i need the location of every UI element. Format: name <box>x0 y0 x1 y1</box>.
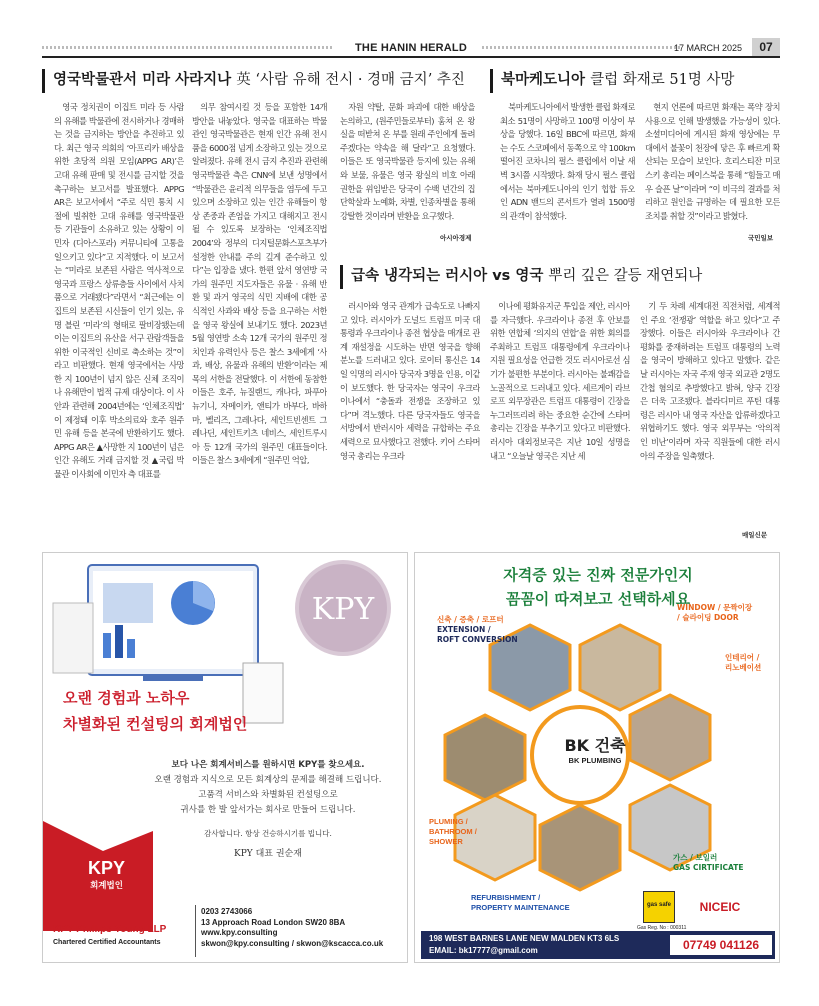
kpy-headline1: 오랜 경험과 노하우 <box>63 689 190 707</box>
bk-headline1: 자격증 있는 진짜 전문가인지 <box>503 566 693 584</box>
article1-headline-serif: 英 ‘사람 유해 전시 · 경매 금지’ 추진 <box>236 72 465 88</box>
bk-logo <box>535 733 655 765</box>
article3-text3: 기 두 차례 세계대전 직전처럼, 세계적인 주요 ‘전쟁광’ 역할을 하고 있다”고 주장했다. 이들은 러시아와 우크라이나 간 평화를 중재하려는 트럼프 대통령의 노력을 영국이 방해하고 있다고 말했다. 같은 날 러시아는 자국 주재 영국 외교관 2명도 간첩 혐의로 추방했다고 밝혀, 양국 긴장은 더욱 고조됐다. 블라디미르 푸틴 대통령은 러시아 내 영국 자산을 압류하겠다고 위협하기도 했다. 영국 외무부는 ‘악의적인 비난’이라며 자국 직원들에 대한 러시아의 주장을 일축했다. <box>640 301 780 461</box>
kpy-web-link[interactable]: www.kpy.consulting <box>201 928 278 937</box>
kpy-divider <box>195 905 196 957</box>
kpy-body3: 고품격 서비스와 차별화된 컨설팅으로 <box>198 790 338 800</box>
page-number: 07 <box>752 38 780 56</box>
kpy-signature: KPY 대표 권순재 <box>234 849 302 859</box>
article3-col1 <box>340 300 480 545</box>
bk-label-l2: BATHROOM / <box>429 827 477 836</box>
kpy-advertisement <box>42 552 408 963</box>
kpy-tagline: Chartered Certified Accountants <box>53 939 161 946</box>
kpy-company-block <box>53 924 166 946</box>
issue-date: 17 MARCH 2025 <box>673 43 742 53</box>
kpy-badge-title: KPY <box>88 858 126 878</box>
kpy-circle-logo: KPY <box>311 592 375 627</box>
article1-text1: 영국 정치권이 이집트 미라 등 사람의 유해를 박물관에 전시하거나 경매하는 것을 금지하는 방안을 추진하고 있다. 최근 영국 의회의 ‘아프리카 배상을 위한 초당적 의원 모임(APPG AR)’은 고대 유해 판매 및 전시를 금지할 것을 촉구하는 보고서를 발표했다. APPG AR은 보고서에서 “주로 식민 통치 시절에 빌취한 고대 유해를 영국박물관 등 기관들이 소유하고 있는 상황이 이민자 (디아스포라) 커뮤니티에 고통을 일으키고 있다”고 지적했다. 이 보고서는 “미라로 보존된 사람은 역사적으로 영국과 프랑스 상류층들 사이에서 사치품으로 거래됐다”라면서 “최근에는 이집트의 보존된 시신들이 인기 있는, 유명 블린 ‘미라’의 형태로 팔비장됐는데 이는 이집트의 유산을 서구 관람객들을 위한 이국적인 신비로 축소하는 것”이라고 비판했다. 현재 영국에서는 사망한 지 100년이 넘지 않은 신체 조직이나 유해만이 법적 규제 대상이다. 이 사안과 관련해 2004년에는 ‘인체조직법’ 이 제정돼 이후 박소의료와 호주 원주민 유해 등을 본국에 반환하기도 했다. APPG AR은 ▲사망한 지 100년이 넘은 인간 유해도 거래 금지할 것 ▲국립 박물관 이사회에 이민자 측 대표를 <box>54 102 184 480</box>
kpy-email-link[interactable]: skwon@kpy.consulting / skwon@kscacca.co.uk <box>201 938 384 948</box>
article2-text1: 북마케도니아에서 발생한 클럽 화재로 최소 51명이 사망하고 100명 이상이 부상을 당했다. 16일 BBC에 따르면, 화재는 수도 스코페에서 동쪽으로 약 100km 떨어진 코차니의 펄스 클럽에서 이날 새벽 3시쯤 시작됐다. 화재 당시 펄스 클럽에서는 북마케도니아의 인기 힙합 듀오인 ADN 밴드의 콘서트가 열려 1500명의 관객이 참석했다. <box>500 102 635 221</box>
bk-label-tl2: EXTENSION / <box>437 625 491 634</box>
bk-center-sub: BK PLUMBING <box>568 756 622 765</box>
article1-headline <box>42 69 482 93</box>
bk-label-r: 인테리어 / <box>725 653 760 662</box>
article2-col2 <box>645 101 780 251</box>
bk-label-plumbing <box>429 817 477 847</box>
article1-col1 <box>54 101 184 546</box>
article2-headline-bold: 북마케도니아 <box>501 72 586 88</box>
article2-headline-serif: 클럽 화재로 51명 사망 <box>590 72 735 88</box>
bk-label-r2: 리노베이션 <box>725 663 762 672</box>
bk-label-interior <box>725 653 761 673</box>
article3-headline-serif: 뿌리 깊은 갈등 재연되나 <box>548 268 703 284</box>
kpy-body5: 감사합니다. 항상 건승하시기를 빕니다. <box>204 829 332 838</box>
article3-col3 <box>640 300 780 530</box>
article2-text2: 현지 언론에 따르면 화재는 폭약 장치 사용으로 인해 발생했을 가능성이 있다. 소셜미디어에 게시된 화재 영상에는 무대에서 불꽃이 천장에 닿은 후 빠르게 확산되는 모습이 보인다. 흐리스티잔 미코스키 총리는 페이스북을 통해 “힘들고 매우 슬픈 날”이라며 “이 비극의 결과를 처리하고 원인을 규명하는 데 필요한 모든 조치를 취할 것”이라고 밝혔다. <box>645 102 780 221</box>
article1-source: 아시아경제 <box>440 234 472 242</box>
kpy-headline <box>63 685 247 737</box>
article1-headline-bold: 영국박물관서 미라 사라지나 <box>53 72 232 88</box>
bk-phone[interactable]: 07749 041126 <box>670 935 772 955</box>
bk-headline2: 꼼꼼이 따져보고 선택하세요 <box>505 590 691 608</box>
bk-label-window <box>677 603 752 623</box>
bk-label-tl3: ROFT CONVERSION <box>437 635 518 644</box>
article3-headline-bold: 급속 냉각되는 러시아 vs 영국 <box>351 268 544 284</box>
article1-col3 <box>340 101 475 251</box>
bk-label-br: 가스 / 보일러 <box>673 853 718 862</box>
kpy-body4: 귀사를 한 발 앞서가는 회사로 만들어 드립니다. <box>180 805 356 815</box>
bk-address: 198 WEST BARNES LANE NEW MALDEN KT3 6LS <box>429 934 620 943</box>
kpy-contact <box>201 907 383 949</box>
bk-label-tl: 신축 / 증축 / 로프터 <box>437 615 504 624</box>
bk-email-link[interactable]: EMAIL: bk17777@gmail.com <box>429 946 538 955</box>
bk-label-tr: WINDOW / 문짝이장 <box>677 603 753 612</box>
article3-source: 매일신문 <box>742 531 768 539</box>
article3-headline <box>340 265 780 289</box>
article3-text2: 이나에 평화유지군 투입을 제안, 러시아를 자극했다. 우크라이나 종전 후 안보를 위한 연합체 ‘의지의 연합’을 위한 회의를 주최하고 트럼프 대통령에게 우크라이나 지원 필요성을 언급한 것도 러시아로선 심기가 불편한 부분이다. 러시아는 불쾌감을 노골적으로 드러내고 있다. 세르게이 라브로프 외무장관은 트럼프 대통령이 긴장을 누그러뜨리려 하는 중요한 순간에 스타머 총리는 긴장을 부추기고 있다고 비판했다. 러시아 대외정보국은 지난 10일 성명을 내고 “오늘날 영국은 지난 세 <box>490 301 630 461</box>
bk-center-title: BK 건축 <box>564 736 626 755</box>
masthead: THE HANIN HERALD <box>355 42 467 54</box>
bk-label-b: REFURBISHMENT / <box>471 893 541 902</box>
kpy-phone: 0203 2743066 <box>201 907 253 916</box>
bk-advertisement <box>414 552 780 963</box>
article3-col2 <box>490 300 630 545</box>
article1-text3: 자원 약탈, 문화 파괴에 대한 배상을 논의하고, (원주민들로부터) 훔쳐 온 왕실을 떠받쳐 온 부를 원래 주인에게 돌려주겠다는 약속을 해 달라”고 요청했다. 이들은 또 영국박물관 등지에 있는 유해와 보물, 유물은 영국 왕실의 비호 아래 권한을 위임받은 당국이 수백 년간의 집단학살과 노예화, 차별, 인종차별을 통해 강탈한 것이라며 반환을 요구했다. <box>340 102 475 221</box>
bk-label-gas <box>673 853 744 873</box>
kpy-body2: 오랜 경험과 지식으로 모든 회계상의 문제를 해결해 드립니다. <box>154 775 382 785</box>
kpy-badge-sub: 회계법인 <box>90 881 123 891</box>
article3-text1: 러시아와 영국 관계가 급속도로 나빠지고 있다. 러시아가 도널드 트럼프 미국 대통령과 우크라이나 종전 협상을 매개로 관계 재설정을 시도하는 반면 영국을 향해 분노를 드러내고 있다. 로이터 통신은 14일 익명의 러시아 당국자 3명을 인용, 이같이 보도했다. 한 당국자는 영국이 우크라이나에서 “충돌과 전쟁을 조장하고 있다”며 격노했다. 다른 당국자들도 영국을 서방에서 반러시아 세력을 규합하는 주요 세력으로 묘사했다고 전했다. 키어 스타머 영국 총리는 우크라 <box>340 301 480 461</box>
kpy-badge <box>88 858 125 891</box>
article2-source: 국민일보 <box>748 234 774 242</box>
niceic-logo: NICEIC <box>699 900 741 914</box>
gas-safe-logo: gas safe <box>643 891 675 923</box>
kpy-address: 13 Approach Road London SW20 8BA <box>201 917 346 927</box>
bk-label-tr2: / 슬라이딩 DOOR <box>677 613 739 622</box>
article2-headline <box>490 69 780 93</box>
page-header <box>42 38 780 58</box>
article1-col2 <box>192 101 327 546</box>
kpy-body1: 보다 나은 회계서비스를 원하시면 KPY를 찾으세요. <box>171 760 365 770</box>
article2-col1 <box>500 101 635 251</box>
bk-label-b2: PROPERTY MAINTENANCE <box>471 903 570 912</box>
bk-label-refurb <box>471 893 570 913</box>
bk-label-l3: SHOWER <box>429 837 463 846</box>
kpy-headline2: 차별화된 컨설팅의 회계법인 <box>63 715 248 733</box>
bk-label-br2: GAS CIRTIFICATE <box>673 863 744 872</box>
gas-reg-number: Gas Reg. No : 000311 <box>637 925 687 931</box>
kpy-company: KPY Phillips Young LLP <box>53 924 167 935</box>
article1-text2: 의무 참여시킬 것 등을 포함한 14개 방안을 내놓았다. 영국을 대표하는 박물관인 영국박물관은 현재 인간 유해 전시품을 6000점 넘게 소장하고 있는 것으로 알려졌다. 유해 전시 금지 추진과 관련해 영국박물관 측은 CNN에 보낸 성명에서 “박물관은 윤리적 의무들을 염두에 두고 있으며 소장하고 있는 인간 유해들이 항상 존중과 존엄을 가지고 대해지고 전시될 수 있도록 보장하는 ‘인체조직법 2004’와 정부의 디지털문화스포츠부가 설정한 안내를 주의 깊게 준수하고 있다”는 입장을 냈다. 한편 앞서 영연방 국가의 원주민 지도자들은 유물 · 유해 반환 및 과거 영국의 식민 지배에 대한 공식적인 사과와 배상 등을 요구하는 서한을 영국 왕실에 보내기도 했다. 2023년 5월 영연방 소속 12개 국가의 원주민 정치인과 유력인사 등은 찰스 3세에게 ‘사과, 배상, 유물과 유해의 반환’이라는 제목의 서한을 전달했다. 이 서한에 동참한 이들은 호주, 뉴질랜드, 캐나다, 파푸아뉴기니, 자메이카, 앤티가 바부다, 바하마, 벨리즈, 그레나다, 세인트빈센트 그레나딘, 세인트키츠 네비스, 세인트루시아 등 12개 국가의 원주민 대표들이다. 이들은 찰스 3세에게 “원주민 억압, <box>192 102 327 466</box>
bk-label-extension <box>437 615 518 645</box>
bk-label-l: PLUMING / <box>429 817 468 826</box>
